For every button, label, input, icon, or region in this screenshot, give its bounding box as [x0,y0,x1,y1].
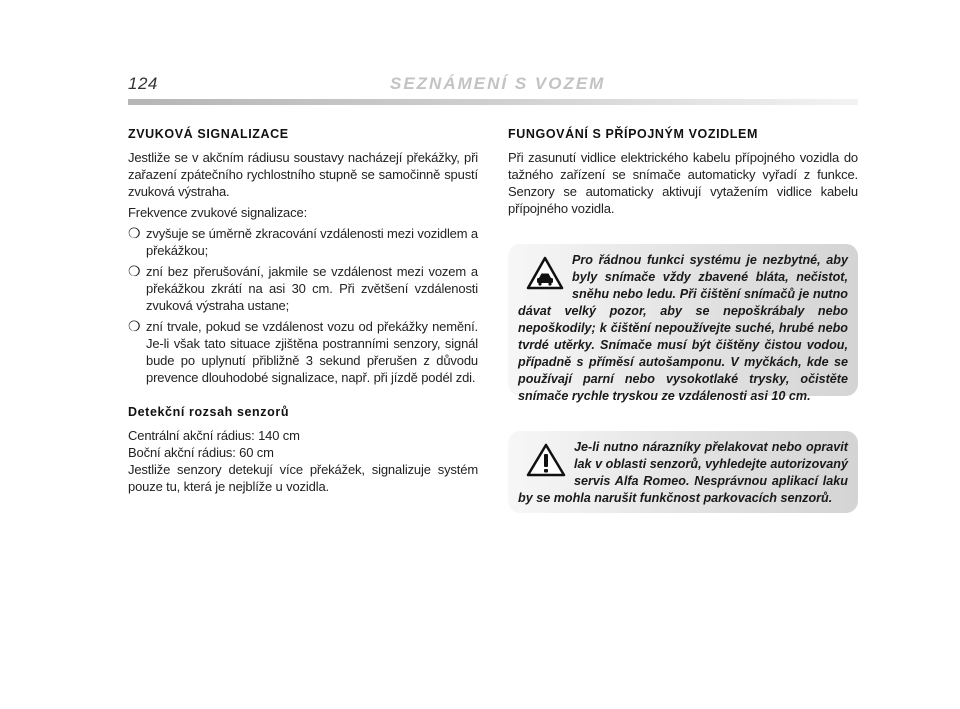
warning-box-paint [508,431,858,513]
car-warning-icon [526,256,564,295]
list-item [128,263,478,314]
bullet-circle-icon: ❍ [128,318,141,334]
intro-paragraph: Jestliže se v akčním rádiusu soustavy nacházejí překážky, při zařazení zpátečního rychlostního stupně se samočinně spustí zvuková výstraha. [128,150,478,199]
warning-text: Pro řádnou funkci systému je nezbytné, aby byly snímače vždy zbavené bláta, nečistot, sněhu nebo ledu. Při čištění snímačů je nutno dávat velký pozor, aby se nepoškrábaly nebo nepoškodily; k čištění nepoužívejte suché, hrubé nebo tvrdé utěrky. Snímače musí být čištěny čistou vodou, případně s příměsí autošamponu. V myčkách, kde se používají parní nebo vysokotlaké trysky, očistěte snímače rychle tryskou ze vzdálenosti asi 10 cm. [518,253,848,403]
exclamation-warning-icon [526,443,566,482]
detection-paragraph: Jestliže senzory detekují více překážek, signalizuje systém pouze tu, která je nejblíže u vozidla. [128,462,478,494]
central-radius: Centrální akční rádius: 140 cm [128,428,300,443]
right-column [508,126,858,221]
section-heading-detection: Detekční rozsah senzorů [128,405,290,419]
section-heading-trailer: FUNGOVÁNÍ S PŘÍPOJNÝM VOZIDLEM [508,127,758,141]
page-number: 124 [128,74,158,93]
bullet-circle-icon: ❍ [128,225,141,241]
list-item-text: zní bez přerušování, jakmile se vzdálenost mezi vozem a překážkou zkrátí na asi 30 cm. Při zvětšení vzdálenosti zvuková výstraha ustane; [146,264,478,313]
section-heading-sound: ZVUKOVÁ SIGNALIZACE [128,127,289,141]
list-item-text: zvyšuje se úměrně zkracování vzdálenosti mezi vozidlem a překážkou; [146,226,478,258]
side-radius: Boční akční rádius: 60 cm [128,445,274,460]
list-item [128,318,478,386]
left-column [128,126,478,499]
list-item [128,225,478,259]
trailer-paragraph: Při zasunutí vidlice elektrického kabelu přípojného vozidla do tažného zařízení se snímače automaticky vyřadí z funkce. Senzory se automaticky aktivují vytažením vidlice kabelu přípojného vozidla. [508,150,858,216]
warning-text: Je-li nutno nárazníky přelakovat nebo opravit lak v oblasti senzorů, vyhledejte autorizovaný servis Alfa Romeo. Nesprávnou aplikací laku by se mohla narušit funkčnost parkovacích senzorů. [518,440,848,505]
list-item-text: zní trvale, pokud se vzdálenost vozu od překážky nemění. Je-li však tato situace zjištěna postranními senzory, signál bude po uplynutí přibližně 3 sekund přerušen z důvodu prevence dlouhodobé signalizace, např. při jízdě podél zdi. [146,319,478,385]
page-header [128,74,858,106]
chapter-title: SEZNÁMENÍ S VOZEM [390,74,606,93]
bullet-circle-icon: ❍ [128,263,141,279]
header-rule [128,99,858,105]
frequency-label: Frekvence zvukové signalizace: [128,205,308,220]
warning-box-sensors [508,244,858,403]
